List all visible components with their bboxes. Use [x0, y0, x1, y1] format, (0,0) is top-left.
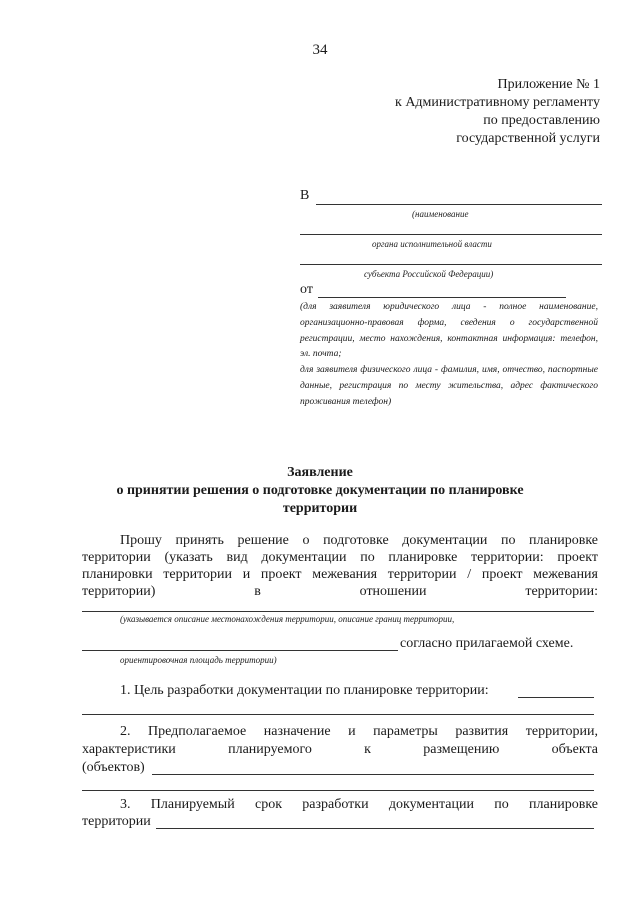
hint-subject: субъекта Российской Федерации) [364, 269, 494, 279]
applicant-line [318, 297, 566, 298]
from-label: от [300, 282, 313, 297]
appendix-reference [395, 76, 600, 148]
item-3-fill [156, 828, 594, 829]
hint-name: (наименование [412, 209, 469, 219]
item-3-line-2: территории [82, 814, 151, 829]
request-line-2: территории (указать вид документации по планировке территории: проект [82, 550, 598, 565]
appendix-line-1: Приложение № 1 [497, 77, 600, 92]
item-1-fill [518, 697, 594, 698]
item-2-fill [152, 774, 594, 775]
request-line-4: территории) в отношении территории: [82, 584, 598, 599]
title-line-3: территории [282, 501, 358, 516]
applicant-hint [300, 300, 598, 411]
hint-organ: органа исполнительной власти [372, 239, 492, 249]
to-label: В [300, 188, 310, 203]
addressee-line-1 [316, 204, 602, 205]
appendix-line-4: государственной услуги [456, 131, 600, 146]
item-2-line-2: характеристики планируемого к размещению объекта [82, 742, 598, 757]
appendix-line-3: по предоставлению [483, 113, 600, 128]
item-1-line [82, 714, 594, 715]
item-3-line-1: 3. Планируемый срок разработки документации по планировке [120, 797, 598, 812]
request-first-line: Прошу принять решение о подготовке документации по планировке [120, 533, 598, 548]
item-2-line-1: 2. Предполагаемое назначение и параметры развития территории, [120, 724, 598, 739]
location-line [82, 611, 594, 612]
addressee-line-3 [300, 264, 602, 265]
scheme-text: согласно прилагаемой схеме. [400, 636, 574, 651]
item-2-line [82, 790, 594, 791]
hint-area: ориентировочная площадь территории) [120, 655, 277, 665]
item-2-line-3: (объектов) [82, 760, 145, 775]
item-1: 1. Цель разработки документации по планировке территории: [120, 683, 489, 698]
applicant-hint-individual: для заявителя физического лица - фамилия, имя, отчество, паспортные данные, регистрация по месту жительства, адрес фактического проживания телефон) [300, 365, 598, 407]
hint-location: (указывается описание местонахождения территории, описание границ территории, [120, 614, 455, 624]
area-line [82, 650, 398, 651]
title-line-2: о принятии решения о подготовке документации по планировке [116, 483, 524, 498]
appendix-line-2: к Административному регламенту [395, 95, 600, 110]
page-number: 34 [312, 42, 328, 58]
title-line-1: Заявление [287, 465, 353, 480]
document-title [40, 464, 600, 518]
request-line-3: планировки территории и проект межевания территории / проект межевания [82, 567, 598, 582]
addressee-line-2 [300, 234, 602, 235]
applicant-hint-legal: (для заявителя юридического лица - полное наименование, организационно-правовая форма, сведения о государственной регистрации, место нахождения, контактная информация: телефон, эл. почта; [300, 302, 598, 360]
